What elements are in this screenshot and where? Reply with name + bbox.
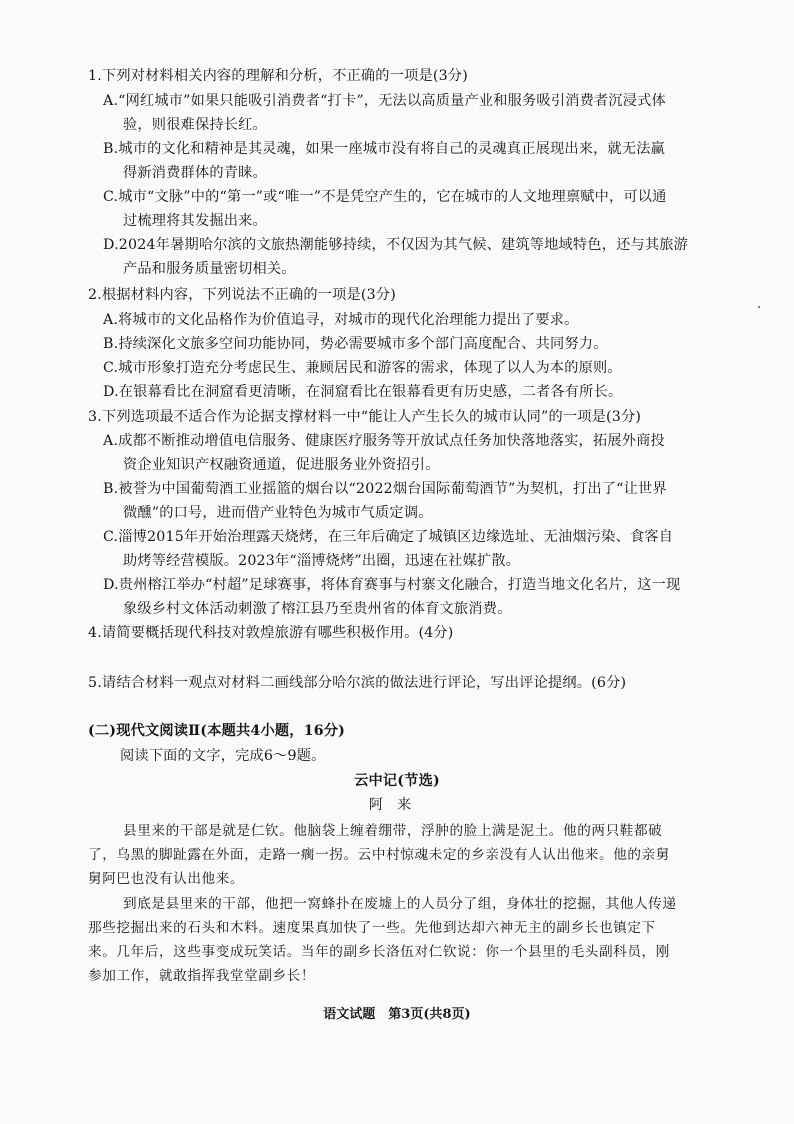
question-1-option-a: A.“网红城市”如果只能吸引消费者“打卡”，无法以高质量产业和服务吸引消费者沉浸式体 <box>103 93 666 109</box>
question-1-option-d-cont: 产品和服务质量密切相关。 <box>123 261 296 277</box>
question-3-option-c: C.淄博2015年开始治理露天烧烤，在三年后确定了城镇区边缘选址、无油烟污染、食客自 <box>103 529 674 545</box>
question-3-option-d-cont: 象级乡村文体活动刺激了榕江县乃至贵州省的体育文旅消费。 <box>123 601 512 617</box>
passage-paragraph-1-line-2: 了，乌黑的脚趾露在外面，走路一瘸一拐。云中村惊魂未定的乡亲没有人认出他来。他的亲舅 <box>88 847 670 863</box>
question-3-option-b-cont: 微醺”的口号，进而借产业特色为城市气质定调。 <box>123 505 433 521</box>
passage-paragraph-2-line-1: 到底是县里来的干部，他把一窝蜂扑在废墟上的人员分了组，身体壮的挖掘，其他人传递 <box>123 896 677 912</box>
question-1-option-a-cont: 验，则很难保持长红。 <box>123 117 267 133</box>
question-3-option-a-cont: 资企业知识产权融资通道，促进服务业外资招引。 <box>123 457 440 473</box>
passage-paragraph-2-line-3: 来。几年后，这些事变成玩笑话。当年的副乡长洛伍对仁钦说：你一个县里的毛头副科员，刚 <box>88 944 670 960</box>
page-footer: 语文试题 第3页(共8页) <box>323 1007 471 1022</box>
question-1-stem: 1.下列对材料相关内容的理解和分析，不正确的一项是(3分) <box>88 68 468 84</box>
question-1-option-c-cont: 过梳理将其发掘出来。 <box>123 213 267 229</box>
stray-mark <box>758 306 760 308</box>
question-1-option-d: D.2024年暑期哈尔滨的文旅热潮能够持续，不仅因为其气候、建筑等地域特色，还与其旅游 <box>103 237 689 253</box>
question-5-stem: 5.请结合材料一观点对材料二画线部分哈尔滨的做法进行评论，写出评论提纲。(6分) <box>88 675 627 691</box>
question-3-stem: 3.下列选项最不适合作为论据支撑材料一中“能让人产生长久的城市认同”的一项是(3分) <box>88 409 642 425</box>
question-3-option-b: B.被誉为中国葡萄酒工业摇篮的烟台以“2022烟台国际葡萄酒节”为契机，打出了“让世界 <box>103 481 667 497</box>
question-2-option-a: A.将城市的文化品格作为价值追寻，对城市的现代化治理能力提出了要求。 <box>103 312 579 328</box>
question-3-option-c-cont: 助烤等经营模版。2023年“淄博烧烤”出圈，迅速在社媒扩散。 <box>123 553 521 569</box>
passage-paragraph-2-line-4: 参加工作，就敢指挥我堂堂副乡长！ <box>88 968 316 984</box>
passage-paragraph-1-line-1: 县里来的干部是就是仁钦。他脑袋上缠着绷带，浮肿的脸上满是泥土。他的两只鞋都破 <box>123 823 663 839</box>
passage-author: 阿来 <box>368 797 426 813</box>
question-1-option-b-cont: 得新消费群体的青睐。 <box>123 165 267 181</box>
question-2-option-b: B.持续深化文旅多空间功能协同，势必需要城市多个部门高度配合、共同努力。 <box>103 336 608 352</box>
question-1-option-b: B.城市的文化和精神是其灵魂，如果一座城市没有将自己的灵魂真正展现出来，就无法赢 <box>103 141 666 157</box>
question-2-option-d: D.在银幕看比在洞窟看更清晰，在洞窟看比在银幕看更有历史感，二者各有所长。 <box>103 384 623 400</box>
passage-title: 云中记(节选) <box>354 773 440 789</box>
passage-paragraph-1-line-3: 舅阿巴也没有认出他来。 <box>88 871 245 887</box>
question-3-option-a: A.成都不断推动增值电信服务、健康医疗服务等开放试点任务加快落地落实，拓展外商投 <box>103 433 665 449</box>
question-3-option-d: D.贵州榕江举办“村超”足球赛事，将体育赛事与村寨文化融合，打造当地文化名片，这一现 <box>103 577 681 593</box>
question-1-option-c: C.城市“文脉”中的“第一”或“唯一”不是凭空产生的，它在城市的人文地理禀赋中，可以通 <box>103 189 667 205</box>
question-2-option-c: C.城市形象打造充分考虑民生、兼顾居民和游客的需求，体现了以人为本的原则。 <box>103 360 622 376</box>
section-header: (二)现代文阅读Ⅱ(本题共4小题，16分) <box>88 723 346 739</box>
question-2-stem: 2.根据材料内容，下列说法不正确的一项是(3分) <box>88 287 396 303</box>
question-4-stem: 4.请简要概括现代科技对敦煌旅游有哪些积极作用。(4分) <box>88 625 454 641</box>
section-instructions: 阅读下面的文字，完成6～9题。 <box>120 748 326 764</box>
passage-paragraph-2-line-2: 那些挖掘出来的石头和木料。速度果真加快了一些。先他到达却六神无主的副乡长也镇定下 <box>88 920 656 936</box>
